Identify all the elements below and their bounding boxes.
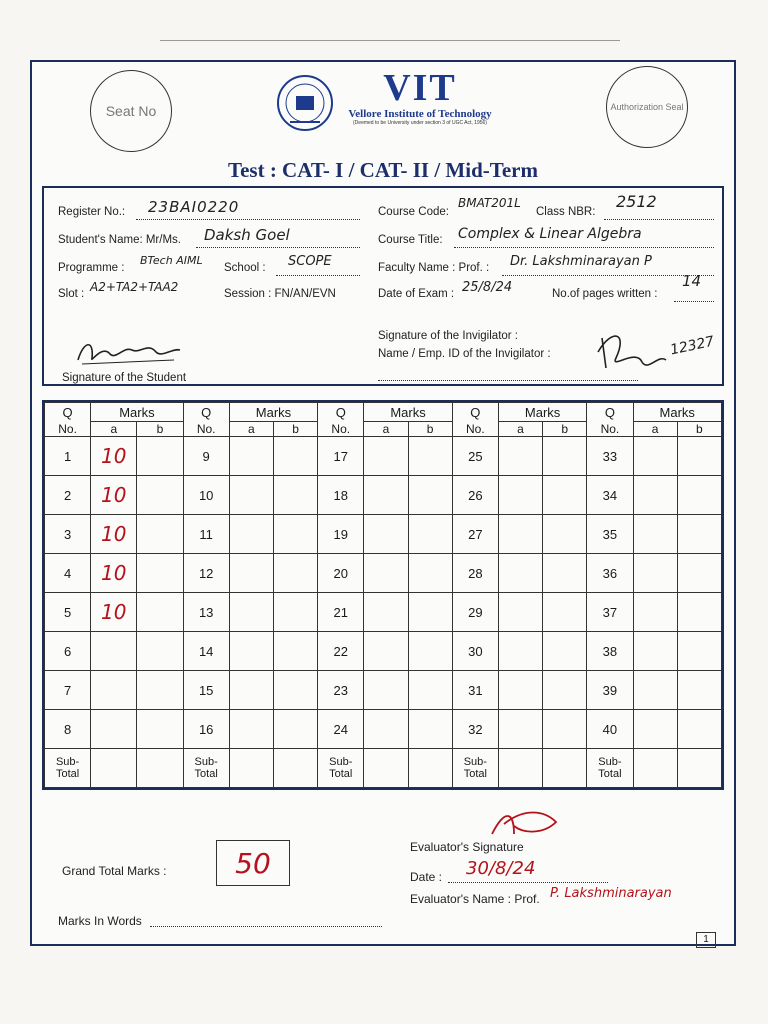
question-number: 28 [452,554,498,593]
question-number: 19 [318,515,364,554]
marks-in-words-line [150,926,382,927]
question-number: 30 [452,632,498,671]
mark-cell-b [408,710,452,749]
subtotal-label-line2: Total [55,768,80,780]
class-nbr-line [604,219,714,220]
mark-cell-a: 10 [91,437,137,476]
mark-cell-a [498,593,542,632]
mark-cell-a [91,671,137,710]
mark-cell-b [408,437,452,476]
grand-total-box [216,840,290,886]
subtotal-label-line1: Sub- [463,756,487,768]
mark-cell-a [633,554,677,593]
mark-cell-b [137,710,183,749]
mark-cell-a [229,476,273,515]
mark-cell-b [137,593,183,632]
mark-cell-b [408,476,452,515]
mark-cell-b [543,593,587,632]
part-a-header: a [229,422,273,437]
mark-cell-b [408,515,452,554]
school-value: SCOPE [288,254,332,269]
evaluation-section [42,810,724,938]
part-a-header: a [498,422,542,437]
mark-cell-a [229,593,273,632]
table-row [45,593,722,632]
subtotal-label [45,749,91,788]
question-number: 31 [452,671,498,710]
mark-cell-a [498,515,542,554]
date-of-exam-label: Date of Exam : [378,288,455,300]
invigilator-signature-icon [592,318,672,378]
student-name-value: Daksh Goel [204,226,290,244]
mark-cell-b [137,437,183,476]
table-row [45,710,722,749]
mark-cell-b [273,554,317,593]
student-info-box [42,186,724,386]
subtotal-cell-a [364,749,408,788]
part-b-header: b [408,422,452,437]
mark-cell-a [364,671,408,710]
school-label: School : [224,262,266,274]
marks-in-words-label: Marks In Words [58,914,142,928]
vit-logo-icon [276,74,334,132]
question-number: 17 [318,437,364,476]
question-number: 36 [587,554,633,593]
question-number: 5 [45,593,91,632]
mark-cell-a [633,476,677,515]
mark-cell-a [229,710,273,749]
evaluation-date-line [448,882,608,883]
mark-cell-b [137,671,183,710]
mark-cell-a [633,632,677,671]
q-header: Q [318,403,364,422]
table-row [45,632,722,671]
mark-cell-a [229,671,273,710]
mark-cell-b [273,593,317,632]
date-of-exam-value: 25/8/24 [462,280,513,295]
grand-total-label: Grand Total Marks : [62,864,167,878]
mark-cell-b [273,515,317,554]
register-label: Register No.: [58,206,126,218]
subtotal-label-line2: Total [329,768,353,780]
course-title-label: Course Title: [378,234,443,246]
subtotal-label [183,749,229,788]
no-header: No. [183,422,229,437]
mark-cell-b [543,710,587,749]
evaluation-date-value: 30/8/24 [466,858,536,879]
marks-header: Marks [633,403,722,422]
brand-name: VIT [383,67,457,109]
student-name-label: Student's Name: Mr/Ms. [58,234,181,246]
faculty-label: Faculty Name : Prof. : [378,262,490,274]
answer-sheet [30,60,736,946]
programme-value: BTech AIML [140,254,203,267]
subtotal-label-line1: Sub- [329,756,353,768]
session-label: Session : FN/AN/EVN [224,288,336,300]
class-nbr-value: 2512 [616,192,657,211]
evaluation-date-label: Date : [410,870,443,884]
mark-cell-a [364,554,408,593]
q-header: Q [452,403,498,422]
student-signature-label: Signature of the Student [62,372,187,384]
question-number: 22 [318,632,364,671]
table-row [45,554,722,593]
mark-cell-a [633,671,677,710]
subtotal-label-line1: Sub- [598,756,622,768]
mark-cell-b [137,632,183,671]
brand-subtitle: (Deemed to be University under section 3 of UGC Act, 1956) [353,120,487,126]
subtotal-cell-a [91,749,137,788]
invigilator-id-value: 12327 [668,333,716,359]
brand-block [338,68,502,126]
subtotal-cell-b [273,749,317,788]
table-row [45,671,722,710]
question-number: 14 [183,632,229,671]
part-b-header: b [273,422,317,437]
mark-cell-b [543,554,587,593]
mark-cell-a [633,437,677,476]
part-a-header: a [633,422,677,437]
mark-cell-b [408,671,452,710]
question-number: 18 [318,476,364,515]
question-number: 39 [587,671,633,710]
mark-cell-a [364,593,408,632]
question-number: 27 [452,515,498,554]
marks-table [42,400,724,790]
subtotal-cell-b [408,749,452,788]
authorization-seal-label: Authorization Seal [610,101,684,112]
mark-cell-b [543,632,587,671]
mark-cell-b [273,671,317,710]
mark-cell-b [543,476,587,515]
question-number: 25 [452,437,498,476]
course-code-label: Course Code: [378,206,449,218]
mark-cell-a [229,515,273,554]
question-number: 9 [183,437,229,476]
brand-full-name: Vellore Institute of Technology [348,108,492,120]
part-b-header: b [137,422,183,437]
mark-cell-b [677,671,721,710]
mark-cell-b [677,476,721,515]
subtotal-label-line2: Total [463,768,487,780]
mark-cell-a [364,710,408,749]
question-number: 8 [45,710,91,749]
subtotal-label-line2: Total [194,768,218,780]
subtotal-label [587,749,633,788]
question-number: 37 [587,593,633,632]
student-name-line [196,247,360,248]
question-number: 29 [452,593,498,632]
marks-subheader-row [45,422,722,437]
evaluator-signature-label: Evaluator's Signature [410,840,524,854]
question-number: 1 [45,437,91,476]
subtotal-label-line1: Sub- [55,756,80,768]
question-number: 33 [587,437,633,476]
course-code-value: BMAT201L [458,196,521,210]
mark-cell-a: 10 [91,554,137,593]
mark-cell-a [229,554,273,593]
mark-cell-a [229,437,273,476]
invigilator-name-label: Name / Emp. ID of the Invigilator : [378,348,551,360]
question-number: 32 [452,710,498,749]
subtotal-cell-a [229,749,273,788]
question-number: 23 [318,671,364,710]
question-number: 26 [452,476,498,515]
question-number: 2 [45,476,91,515]
mark-cell-a [498,476,542,515]
q-header: Q [45,403,91,422]
marks-header: Marks [229,403,317,422]
subtotal-cell-b [677,749,721,788]
marks-grid [44,402,722,788]
question-number: 12 [183,554,229,593]
question-number: 16 [183,710,229,749]
q-header: Q [183,403,229,422]
marks-header: Marks [364,403,452,422]
test-title: Test : CAT- I / CAT- II / Mid-Term [228,158,538,182]
question-number: 34 [587,476,633,515]
question-number: 24 [318,710,364,749]
part-a-header: a [91,422,137,437]
school-line [276,275,360,276]
mark-cell-a [91,632,137,671]
register-value: 23BAI0220 [148,198,240,216]
mark-cell-b [677,554,721,593]
mark-cell-a [364,515,408,554]
mark-cell-a [91,710,137,749]
mark-cell-b [677,593,721,632]
mark-cell-b [273,437,317,476]
subtotal-cell-b [543,749,587,788]
subtotal-cell-a [498,749,542,788]
part-b-header: b [677,422,721,437]
q-header: Q [587,403,633,422]
mark-cell-b [273,710,317,749]
mark-cell-a [498,632,542,671]
no-header: No. [318,422,364,437]
question-number: 21 [318,593,364,632]
mark-cell-a [364,632,408,671]
slot-value: A2+TA2+TAA2 [90,280,179,294]
no-header: No. [452,422,498,437]
subtotal-label [452,749,498,788]
question-number: 35 [587,515,633,554]
top-rule [160,40,620,41]
subtotal-row [45,749,722,788]
grand-total-value: 50 [235,846,271,880]
mark-cell-a [498,554,542,593]
mark-cell-a [364,437,408,476]
mark-cell-b [137,554,183,593]
seat-no-label: Seat No [105,103,157,119]
pages-value: 14 [682,272,702,290]
marks-header: Marks [498,403,586,422]
question-number: 40 [587,710,633,749]
part-b-header: b [543,422,587,437]
programme-label: Programme : [58,262,125,274]
invigilator-signature-label: Signature of the Invigilator : [378,330,518,342]
subtotal-cell-b [137,749,183,788]
question-number: 38 [587,632,633,671]
seat-no-circle [90,70,172,152]
question-number: 11 [183,515,229,554]
no-header: No. [587,422,633,437]
evaluator-name-value: P. Lakshminarayan [550,886,672,901]
register-line [136,219,360,220]
mark-cell-b [137,515,183,554]
mark-cell-a: 10 [91,593,137,632]
mark-cell-b [137,476,183,515]
part-a-header: a [364,422,408,437]
subtotal-label [318,749,364,788]
marks-header-row [45,403,722,422]
question-number: 20 [318,554,364,593]
question-number: 13 [183,593,229,632]
slot-label: Slot : [58,288,85,300]
question-number: 4 [45,554,91,593]
mark-cell-a [498,671,542,710]
page-number: 1 [696,932,716,948]
subtotal-label-line1: Sub- [194,756,218,768]
mark-cell-a [633,593,677,632]
mark-cell-b [408,554,452,593]
no-header: No. [45,422,91,437]
mark-cell-b [677,515,721,554]
invigilator-line [378,380,638,381]
mark-cell-a [229,632,273,671]
mark-cell-b [273,632,317,671]
course-title-value: Complex & Linear Algebra [458,226,642,242]
evaluator-name-label: Evaluator's Name : Prof. [410,892,540,906]
mark-cell-a [633,515,677,554]
table-row [45,437,722,476]
mark-cell-b [543,437,587,476]
subtotal-label-line2: Total [598,768,622,780]
mark-cell-b [677,437,721,476]
question-number: 10 [183,476,229,515]
mark-cell-b [273,476,317,515]
mark-cell-b [543,671,587,710]
mark-cell-a [633,710,677,749]
subtotal-cell-a [633,749,677,788]
mark-cell-a [364,476,408,515]
question-number: 3 [45,515,91,554]
course-title-line [454,247,714,248]
student-signature-icon [74,334,184,370]
mark-cell-a: 10 [91,476,137,515]
mark-cell-a: 10 [91,515,137,554]
mark-cell-b [543,515,587,554]
mark-cell-a [498,710,542,749]
mark-cell-b [677,710,721,749]
pages-line [674,301,714,302]
mark-cell-b [408,593,452,632]
pages-written-label: No.of pages written : [552,288,658,300]
question-number: 7 [45,671,91,710]
class-nbr-label: Class NBR: [536,206,596,218]
marks-header: Marks [91,403,183,422]
mark-cell-b [677,632,721,671]
question-number: 15 [183,671,229,710]
mark-cell-b [408,632,452,671]
authorization-seal-circle [606,66,688,148]
mark-cell-a [498,437,542,476]
table-row [45,476,722,515]
question-number: 6 [45,632,91,671]
table-row [45,515,722,554]
faculty-value: Dr. Lakshminarayan P [510,254,652,269]
